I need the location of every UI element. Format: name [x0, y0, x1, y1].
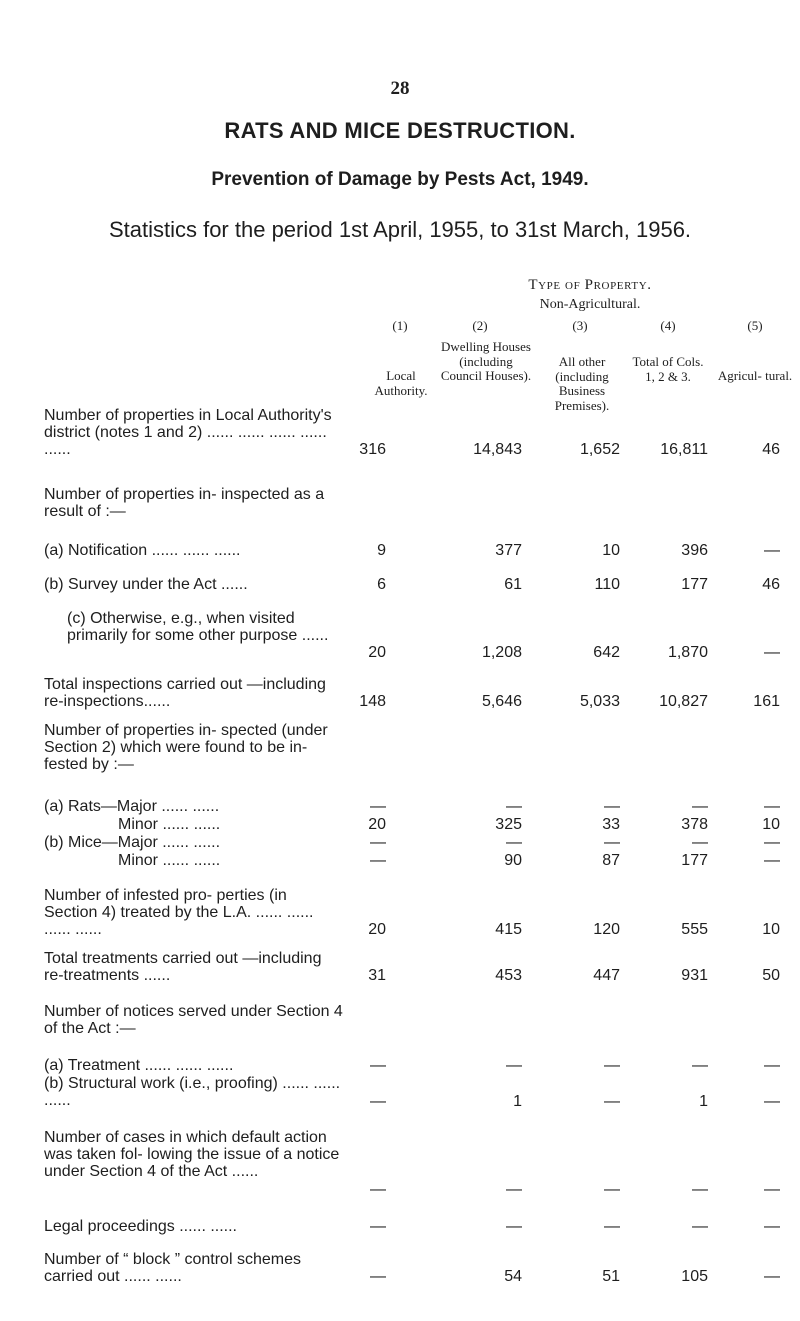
table-cell-row9-col3: —: [604, 834, 620, 851]
table-cell-row11-col4: 555: [681, 921, 708, 938]
table-cell-row5-col3: 5,033: [579, 693, 620, 710]
table-cell-row9-col5: —: [764, 834, 780, 851]
table-cell-row7-col5: —: [764, 798, 780, 815]
row-label-total-inspections: Total inspections carried out —including re-inspections......: [44, 676, 326, 710]
table-cell-row5-col4: 10,827: [659, 693, 708, 710]
table-cell-row15-col4: 1: [699, 1093, 708, 1110]
table-cell-row18-col3: 51: [602, 1268, 620, 1285]
table-cell-row11-col5: 10: [762, 921, 780, 938]
table-cell-row18-col2: 54: [504, 1268, 522, 1285]
table-cell-row3-col3: 110: [594, 576, 620, 593]
row-label-mice-minor: Minor ...... ......: [118, 852, 221, 869]
row-label-treatment: (a) Treatment ...... ...... ......: [44, 1057, 234, 1074]
column-number-4: (4): [660, 318, 676, 333]
table-cell-row16-col5: —: [764, 1181, 780, 1198]
table-cell-row12-col1: 31: [368, 967, 386, 984]
table-cell-row12-col5: 50: [762, 967, 780, 984]
column-number-2: (2): [472, 318, 488, 333]
column-header-local-authority: Local Authority.: [374, 368, 428, 398]
table-cell-row0-col3: 1,652: [579, 441, 620, 458]
column-header-total: Total of Cols. 1, 2 & 3.: [632, 354, 704, 384]
row-label-default-action: Number of cases in which default action was taken fol- lowing the issue of a notice under Section 4 of the Act ......: [44, 1129, 340, 1180]
table-cell-row15-col1: —: [370, 1093, 386, 1110]
table-cell-row0-col4: 16,811: [660, 441, 708, 458]
table-cell-row12-col2: 453: [495, 967, 522, 984]
row-label-notices-heading: Number of notices served under Section 4 of the Act :—: [44, 1003, 343, 1037]
column-header-all-other: All other (including Business Premises).: [554, 354, 610, 413]
table-cell-row4-col3: 642: [593, 644, 620, 661]
table-cell-row7-col4: —: [692, 798, 708, 815]
column-number-3: (3): [572, 318, 588, 333]
table-cell-row0-col5: 46: [762, 441, 780, 458]
table-cell-row11-col1: 20: [368, 921, 386, 938]
type-of-property-header: Type of Property.: [528, 277, 652, 293]
row-label-notification: (a) Notification ...... ...... ......: [44, 542, 241, 559]
table-cell-row8-col5: 10: [762, 816, 780, 833]
table-cell-row3-col1: 6: [377, 576, 386, 593]
table-cell-row2-col5: —: [764, 542, 780, 559]
row-label-properties-in-district: Number of properties in Local Authority's district (notes 1 and 2) ...... ...... ...... ...... ......: [44, 407, 332, 458]
table-cell-row7-col1: —: [370, 798, 386, 815]
table-cell-row10-col5: —: [764, 852, 780, 869]
column-header-dwelling-houses: Dwelling Houses (including Council Houses).: [440, 339, 532, 383]
column-number-5: (5): [747, 318, 763, 333]
table-cell-row11-col3: 120: [593, 921, 620, 938]
table-cell-row18-col5: —: [764, 1268, 780, 1285]
row-label-infested-heading: Number of properties in- spected (under Section 2) which were found to be in- fested by :—: [44, 722, 328, 773]
table-cell-row9-col1: —: [370, 834, 386, 851]
row-label-properties-inspected-heading: Number of properties in- inspected as a result of :—: [44, 486, 325, 520]
table-cell-row3-col4: 177: [681, 576, 708, 593]
table-cell-row15-col2: 1: [513, 1093, 522, 1110]
table-cell-row2-col1: 9: [377, 542, 386, 559]
table-cell-row4-col5: —: [764, 644, 780, 661]
column-number-1: (1): [392, 318, 408, 333]
table-cell-row4-col2: 1,208: [481, 644, 522, 661]
table-cell-row8-col2: 325: [495, 816, 522, 833]
table-cell-row12-col3: 447: [593, 967, 620, 984]
page-number: 28: [390, 78, 410, 99]
table-cell-row7-col3: —: [604, 798, 620, 815]
table-cell-row12-col4: 931: [681, 967, 708, 984]
table-cell-row5-col1: 148: [359, 693, 386, 710]
table-cell-row10-col4: 177: [681, 852, 708, 869]
table-cell-row5-col5: 161: [753, 693, 780, 710]
row-label-otherwise: (c) Otherwise, e.g., when visited primarily for some other purpose ......: [67, 610, 329, 644]
table-cell-row2-col4: 396: [681, 542, 708, 559]
table-cell-row14-col1: —: [370, 1057, 386, 1074]
statistics-period: Statistics for the period 1st April, 1955, to 31st March, 1956.: [108, 217, 692, 242]
table-cell-row5-col2: 5,646: [481, 693, 522, 710]
table-cell-row17-col1: —: [370, 1218, 386, 1235]
table-cell-row0-col1: 316: [359, 441, 386, 458]
page-title: RATS AND MICE DESTRUCTION.: [224, 118, 576, 143]
table-cell-row17-col3: —: [604, 1218, 620, 1235]
non-agricultural-header: Non-Agricultural.: [539, 297, 641, 312]
table-cell-row10-col2: 90: [504, 852, 522, 869]
table-cell-row2-col2: 377: [495, 542, 522, 559]
row-label-structural-work: (b) Structural work (i.e., proofing) ...... ...... ......: [44, 1075, 341, 1109]
table-cell-row17-col4: —: [692, 1218, 708, 1235]
table-cell-row14-col2: —: [506, 1057, 522, 1074]
table-cell-row7-col2: —: [506, 798, 522, 815]
table-cell-row3-col5: 46: [762, 576, 780, 593]
table-cell-row17-col2: —: [506, 1218, 522, 1235]
row-label-block-control: Number of “ block ” control schemes carried out ...... ......: [44, 1251, 301, 1285]
column-header-agricultural: Agricul- tural.: [717, 368, 793, 383]
table-cell-row4-col4: 1,870: [667, 644, 708, 661]
page-subtitle: Prevention of Damage by Pests Act, 1949.: [211, 169, 589, 190]
table-cell-row17-col5: —: [764, 1218, 780, 1235]
row-label-survey: (b) Survey under the Act ......: [44, 576, 248, 593]
row-label-total-treatments: Total treatments carried out —including re-treatments ......: [44, 950, 322, 984]
row-label-rats-minor: Minor ...... ......: [118, 816, 221, 833]
row-label-legal-proceedings: Legal proceedings ...... ......: [44, 1218, 237, 1235]
table-cell-row16-col4: —: [692, 1181, 708, 1198]
table-cell-row16-col3: —: [604, 1181, 620, 1198]
table-cell-row10-col3: 87: [602, 852, 620, 869]
table-cell-row9-col2: —: [506, 834, 522, 851]
table-cell-row8-col1: 20: [368, 816, 386, 833]
table-cell-row2-col3: 10: [602, 542, 620, 559]
table-cell-row11-col2: 415: [495, 921, 522, 938]
table-cell-row4-col1: 20: [368, 644, 386, 661]
row-label-mice-major: (b) Mice—Major ...... ......: [44, 834, 221, 851]
table-cell-row14-col4: —: [692, 1057, 708, 1074]
row-label-infested-treated: Number of infested pro- perties (in Section 4) treated by the L.A. ...... ...... ...... ......: [44, 887, 314, 938]
table-cell-row16-col2: —: [506, 1181, 522, 1198]
table-cell-row14-col3: —: [604, 1057, 620, 1074]
table-cell-row10-col1: —: [370, 852, 386, 869]
table-cell-row15-col3: —: [604, 1093, 620, 1110]
table-cell-row9-col4: —: [692, 834, 708, 851]
table-cell-row3-col2: 61: [504, 576, 522, 593]
table-cell-row15-col5: —: [764, 1093, 780, 1110]
table-cell-row14-col5: —: [764, 1057, 780, 1074]
table-cell-row8-col4: 378: [681, 816, 708, 833]
table-cell-row18-col4: 105: [681, 1268, 708, 1285]
table-cell-row0-col2: 14,843: [473, 441, 522, 458]
table-cell-row16-col1: —: [370, 1181, 386, 1198]
table-cell-row18-col1: —: [370, 1268, 386, 1285]
row-label-rats-major: (a) Rats—Major ...... ......: [44, 798, 220, 815]
table-cell-row8-col3: 33: [602, 816, 620, 833]
